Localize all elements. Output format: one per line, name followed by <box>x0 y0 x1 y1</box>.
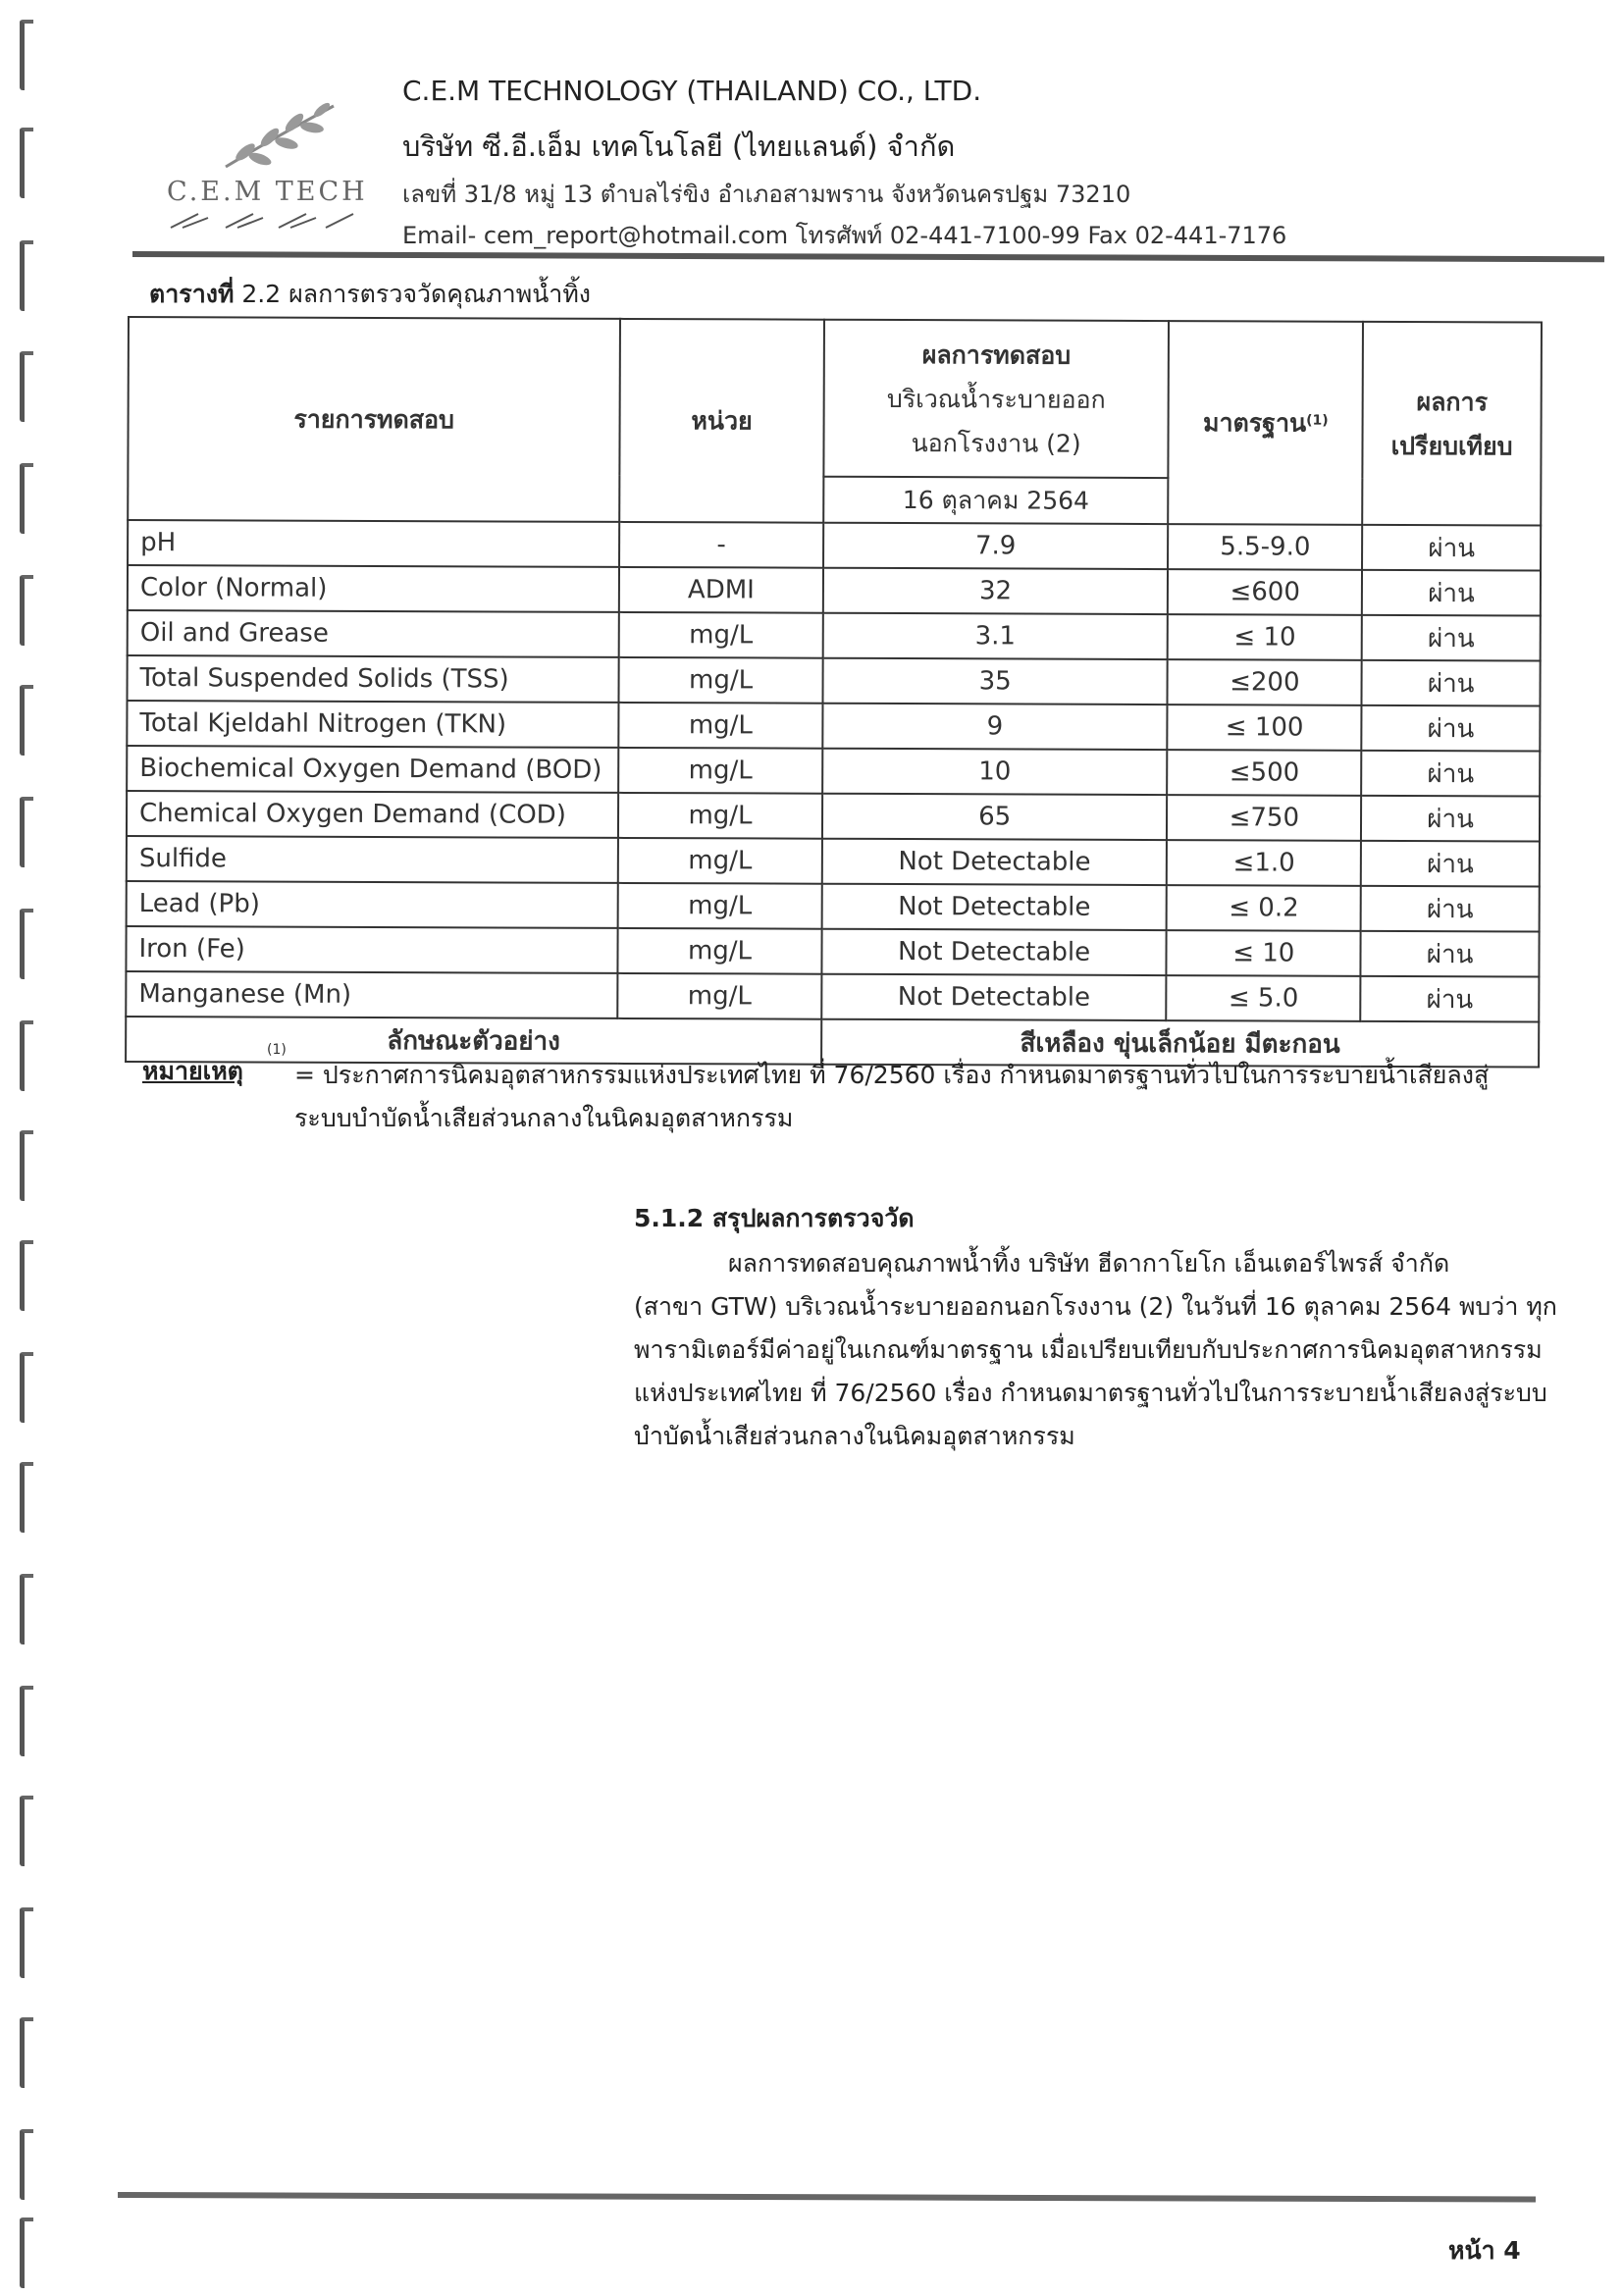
binding-ring <box>20 1130 33 1201</box>
cell-standard: ≤ 100 <box>1168 704 1362 751</box>
binding-ring <box>20 685 33 756</box>
header-compare-line2: เปรียบเทียบ <box>1390 431 1513 460</box>
table-row <box>126 971 1539 1022</box>
remark-line-2: ระบบบำบัดน้ำเสียส่วนกลางในนิคมอุตสาหกรรม <box>294 1104 794 1132</box>
cell-compare: ผ่าน <box>1361 841 1540 887</box>
header-standard-note: (1) <box>1306 412 1329 429</box>
binding-ring <box>20 128 33 198</box>
cell-compare: ผ่าน <box>1362 570 1541 616</box>
cell-test: Iron (Fe) <box>126 926 617 973</box>
cell-standard: ≤750 <box>1167 795 1361 841</box>
table-row <box>128 520 1541 571</box>
table-row <box>128 565 1541 616</box>
table-row <box>127 836 1540 887</box>
header-unit: หน่วย <box>619 319 823 523</box>
cell-result: 10 <box>822 749 1168 795</box>
binding-ring <box>20 240 33 311</box>
remark <box>142 1052 243 1091</box>
cell-test: Manganese (Mn) <box>126 971 617 1018</box>
binding-ring <box>20 575 33 646</box>
table-caption-label: ตารางที่ <box>149 280 235 308</box>
cell-test: Total Kjeldahl Nitrogen (TKN) <box>127 701 618 748</box>
cell-standard: ≤ 10 <box>1168 614 1362 660</box>
cell-compare: ผ่าน <box>1361 931 1540 977</box>
cell-result: 3.1 <box>823 613 1169 659</box>
binding-ring <box>20 2017 33 2088</box>
table-row <box>126 926 1539 977</box>
cell-result: 35 <box>822 658 1168 704</box>
logo-text: C.E.M TECH <box>167 177 368 207</box>
remark-label: หมายเหตุ <box>142 1057 243 1085</box>
cell-unit: mg/L <box>619 612 823 658</box>
binding-ring <box>20 909 33 979</box>
cell-unit: mg/L <box>618 793 822 839</box>
cell-standard: ≤500 <box>1167 750 1361 796</box>
cell-standard: ≤ 5.0 <box>1167 975 1361 1021</box>
leaf-icon <box>216 98 343 177</box>
table-row <box>127 791 1540 842</box>
table-row <box>128 610 1541 661</box>
cell-standard: 5.5-9.0 <box>1168 524 1362 570</box>
header-test: รายการทดสอบ <box>128 317 620 522</box>
cell-result: 9 <box>822 704 1168 750</box>
cell-unit: mg/L <box>618 838 822 884</box>
cell-unit: mg/L <box>617 973 821 1019</box>
cell-test: Lead (Pb) <box>127 881 618 928</box>
header-standard <box>1169 321 1364 525</box>
results-table-wrap <box>125 316 1543 1069</box>
header-result-date: 16 ตุลาคม 2564 <box>823 477 1169 524</box>
cell-result: 65 <box>822 794 1168 840</box>
cell-unit: mg/L <box>618 703 822 749</box>
cell-compare: ผ่าน <box>1360 976 1539 1022</box>
company-contact: Email- cem_report@hotmail.com โทรศัพท์ 02-441-7100-99 Fax 02-441-7176 <box>402 222 1287 249</box>
summary-line: ผลการทดสอบคุณภาพน้ำทิ้ง บริษัท ฮีดากาโยโก เอ็นเตอร์ไพรส์ จำกัด <box>728 1249 1450 1278</box>
cell-unit: ADMI <box>619 567 823 613</box>
binding-ring <box>20 2129 33 2200</box>
binding-ring <box>20 463 33 534</box>
header-result-line1: ผลการทดสอบ <box>921 339 1072 370</box>
footer-divider <box>118 2192 1536 2203</box>
company-name-th: บริษัท ซี.อี.เอ็ม เทคโนโลยี (ไทยแลนด์) จำกัด <box>402 130 956 163</box>
header-result-line3: นอกโรงงาน (2) <box>911 428 1081 458</box>
binding-ring <box>20 1462 33 1533</box>
binding-ring <box>20 1686 33 1756</box>
table-caption-text: 2.2 ผลการตรวจวัดคุณภาพน้ำทิ้ง <box>241 280 592 308</box>
cell-test: Biochemical Oxygen Demand (BOD) <box>127 746 618 793</box>
page-number: หน้า 4 <box>1448 2236 1521 2265</box>
header-compare <box>1362 322 1542 526</box>
results-table-body <box>126 520 1541 1022</box>
company-name-en: C.E.M TECHNOLOGY (THAILAND) CO., LTD. <box>402 75 982 107</box>
cell-result: 32 <box>823 568 1169 614</box>
cell-compare: ผ่าน <box>1362 615 1541 661</box>
cell-standard: ≤600 <box>1168 569 1362 615</box>
table-row <box>127 881 1540 932</box>
binding-ring <box>20 20 33 90</box>
summary-line: พารามิเตอร์มีค่าอยู่ในเกณฑ์มาตรฐาน เมื่อเปรียบเทียบกับประกาศการนิคมอุตสาหกรรม <box>634 1335 1543 1364</box>
summary-line: บำบัดน้ำเสียส่วนกลางในนิคมอุตสาหกรรม <box>634 1422 1075 1450</box>
cell-test: pH <box>128 520 619 567</box>
cell-compare: ผ่าน <box>1361 751 1540 797</box>
cell-test: Sulfide <box>127 836 618 883</box>
sample-characteristic-label: ลักษณะตัวอย่าง <box>126 1017 821 1065</box>
binding-holes <box>14 0 39 2296</box>
cell-unit: mg/L <box>618 928 822 974</box>
cell-standard: ≤200 <box>1168 659 1362 705</box>
header-compare-line1: ผลการ <box>1416 387 1489 416</box>
logo-swash <box>169 208 355 232</box>
sample-characteristic-value: สีเหลือง ขุ่นเล็กน้อย มีตะกอน <box>821 1019 1539 1068</box>
cell-standard: ≤ 0.2 <box>1167 885 1361 931</box>
cell-unit: mg/L <box>618 748 822 794</box>
results-table <box>125 316 1543 1069</box>
cell-compare: ผ่าน <box>1361 796 1540 842</box>
cell-compare: ผ่าน <box>1361 886 1540 932</box>
cell-test: Oil and Grease <box>128 610 619 657</box>
cell-standard: ≤ 10 <box>1167 930 1361 976</box>
remark-line-1: = ประกาศการนิคมอุตสาหกรรมแห่งประเทศไทย ที่ 76/2560 เรื่อง กำหนดมาตรฐานทั่วไปในการระบายน้ำเสียลงสู่ <box>294 1061 1490 1089</box>
remark-note-marker: (1) <box>267 1042 287 1058</box>
cell-compare: ผ่าน <box>1362 660 1541 706</box>
summary-line: (สาขา GTW) บริเวณน้ำระบายออกนอกโรงงาน (2) ในวันที่ 16 ตุลาคม 2564 พบว่า ทุก <box>634 1292 1557 1321</box>
binding-ring <box>20 2218 33 2288</box>
header-result-line2: บริเวณน้ำระบายออก <box>886 384 1106 414</box>
cell-unit: mg/L <box>618 883 822 929</box>
cell-result: Not Detectable <box>821 929 1167 975</box>
table-row <box>127 746 1540 797</box>
header-standard-label: มาตรฐาน <box>1202 408 1307 438</box>
cell-test: Chemical Oxygen Demand (COD) <box>127 791 618 838</box>
cell-test: Color (Normal) <box>128 565 619 612</box>
table-caption <box>149 275 591 314</box>
cell-compare: ผ่าน <box>1362 705 1541 752</box>
binding-ring <box>20 1240 33 1311</box>
cell-standard: ≤1.0 <box>1167 840 1361 886</box>
cell-result: 7.9 <box>823 523 1169 569</box>
binding-ring <box>20 1907 33 1978</box>
cell-unit: - <box>619 522 823 568</box>
cell-result: Not Detectable <box>822 839 1168 885</box>
cell-unit: mg/L <box>619 657 823 704</box>
binding-ring <box>20 1020 33 1091</box>
table-row <box>127 655 1540 706</box>
header-result <box>823 320 1169 478</box>
binding-ring <box>20 1574 33 1644</box>
binding-ring <box>20 1352 33 1423</box>
summary-heading: 5.1.2 สรุปผลการตรวจวัด <box>634 1204 915 1232</box>
header-divider <box>132 251 1604 262</box>
binding-ring <box>20 351 33 422</box>
table-row <box>127 701 1540 752</box>
binding-ring <box>20 1796 33 1866</box>
binding-ring <box>20 797 33 867</box>
company-address: เลขที่ 31/8 หมู่ 13 ตำบลไร่ขิง อำเภอสามพราน จังหวัดนครปฐม 73210 <box>402 181 1131 208</box>
cell-result: Not Detectable <box>821 974 1167 1020</box>
cell-compare: ผ่าน <box>1362 525 1541 571</box>
cell-result: Not Detectable <box>821 884 1167 930</box>
summary-line: แห่งประเทศไทย ที่ 76/2560 เรื่อง กำหนดมาตรฐานทั่วไปในการระบายน้ำเสียลงสู่ระบบ <box>634 1379 1547 1407</box>
cell-test: Total Suspended Solids (TSS) <box>127 655 618 703</box>
